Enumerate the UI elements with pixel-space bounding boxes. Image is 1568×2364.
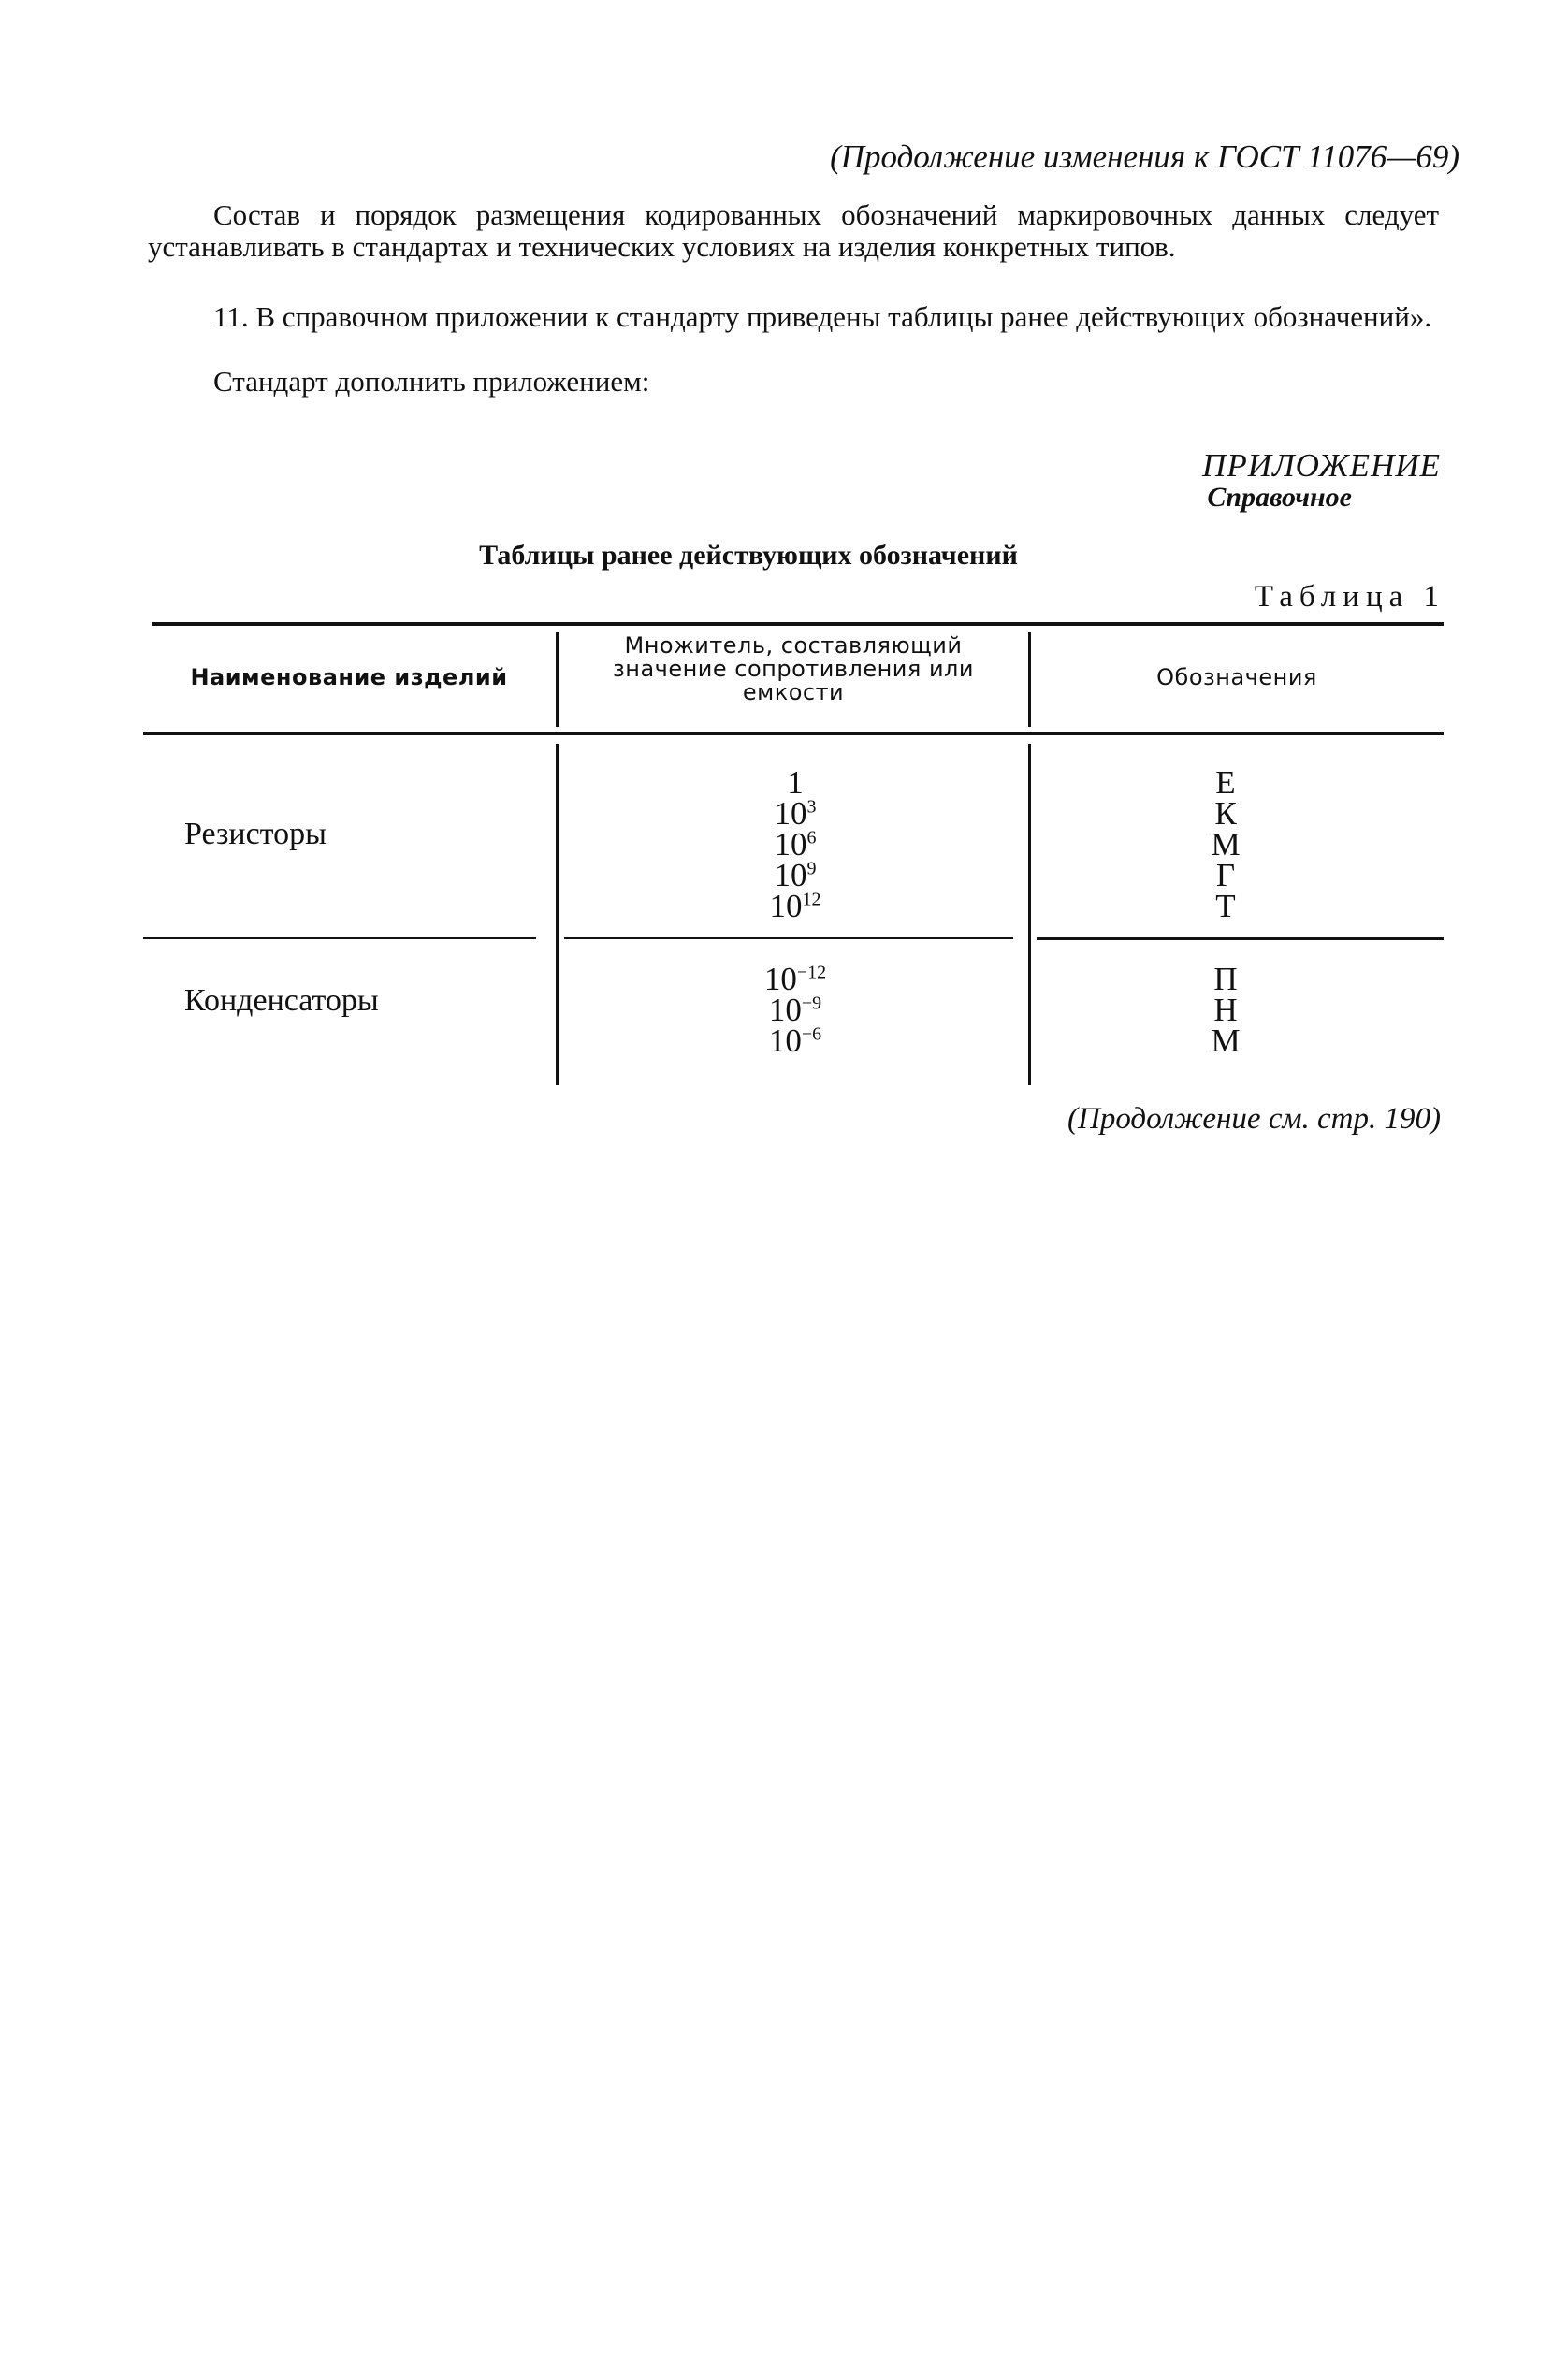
- continuation-header: (Продолжение изменения к ГОСТ 11076—69): [830, 138, 1459, 175]
- group-separator-name: [143, 937, 536, 939]
- code-value: Г: [1215, 857, 1236, 893]
- code-value: Н: [1213, 992, 1238, 1028]
- header-product-name: Наименование изделий: [190, 664, 508, 690]
- codes-resistors: [1188, 764, 1263, 924]
- paragraph-supplement: Стандарт дополнить приложением:: [213, 365, 650, 398]
- multiplier-value: $10^6$: [774, 826, 817, 863]
- multiplier-value: $10^3$: [774, 795, 817, 832]
- multiplier-value: $10^9$: [774, 857, 817, 893]
- group-separator-code: [1037, 937, 1444, 940]
- multipliers-resistors: [739, 764, 851, 924]
- code-value: П: [1213, 961, 1238, 997]
- table-top-rule: [152, 622, 1444, 626]
- multipliers-capacitors: [739, 961, 851, 1059]
- table-heading: Таблицы ранее действующих обозначений: [479, 540, 1018, 571]
- continuation-footer: (Продолжение см. стр. 190): [1067, 1102, 1441, 1136]
- code-value: М: [1211, 1022, 1241, 1059]
- code-value: Т: [1215, 888, 1236, 924]
- table-header-rule: [143, 732, 1444, 735]
- table-number: Таблица 1: [1254, 580, 1445, 614]
- code-value: К: [1214, 795, 1237, 832]
- body-divider-2: [1028, 744, 1031, 1085]
- header-divider-1: [556, 632, 559, 727]
- multiplier-value: $10^{-9}$: [768, 992, 822, 1028]
- appendix-subtitle: Справочное: [1207, 482, 1352, 513]
- appendix-title: ПРИЛОЖЕНИЕ: [1202, 447, 1441, 484]
- code-value: М: [1211, 826, 1241, 863]
- paragraph-item-11: 11. В справочном приложении к стандарту приведены таблицы ранее действующих обозначений».: [213, 300, 1432, 333]
- multiplier-value: $10^{12}$: [769, 888, 821, 924]
- body-divider-1: [556, 744, 559, 1085]
- multiplier-value: $10^{-12}$: [763, 961, 827, 997]
- codes-capacitors: [1188, 961, 1263, 1059]
- product-name-resistors: Резисторы: [184, 817, 327, 851]
- multiplier-value: $10^{-6}$: [768, 1022, 822, 1059]
- paragraph-composition: Состав и порядок размещения кодированных обозначений маркировочных данных следует устанавливать в стандартах и технических условиях на изделия конкретных типов.: [148, 198, 1439, 263]
- header-designations: Обозначения: [1156, 664, 1317, 690]
- code-value: Е: [1215, 764, 1236, 801]
- product-name-capacitors: Конденсаторы: [184, 983, 379, 1018]
- multiplier-value: 1: [787, 764, 804, 801]
- header-multiplier: Множитель, составляющий значение сопротивления или емкости: [613, 632, 974, 705]
- group-separator-multiplier: [564, 937, 1013, 939]
